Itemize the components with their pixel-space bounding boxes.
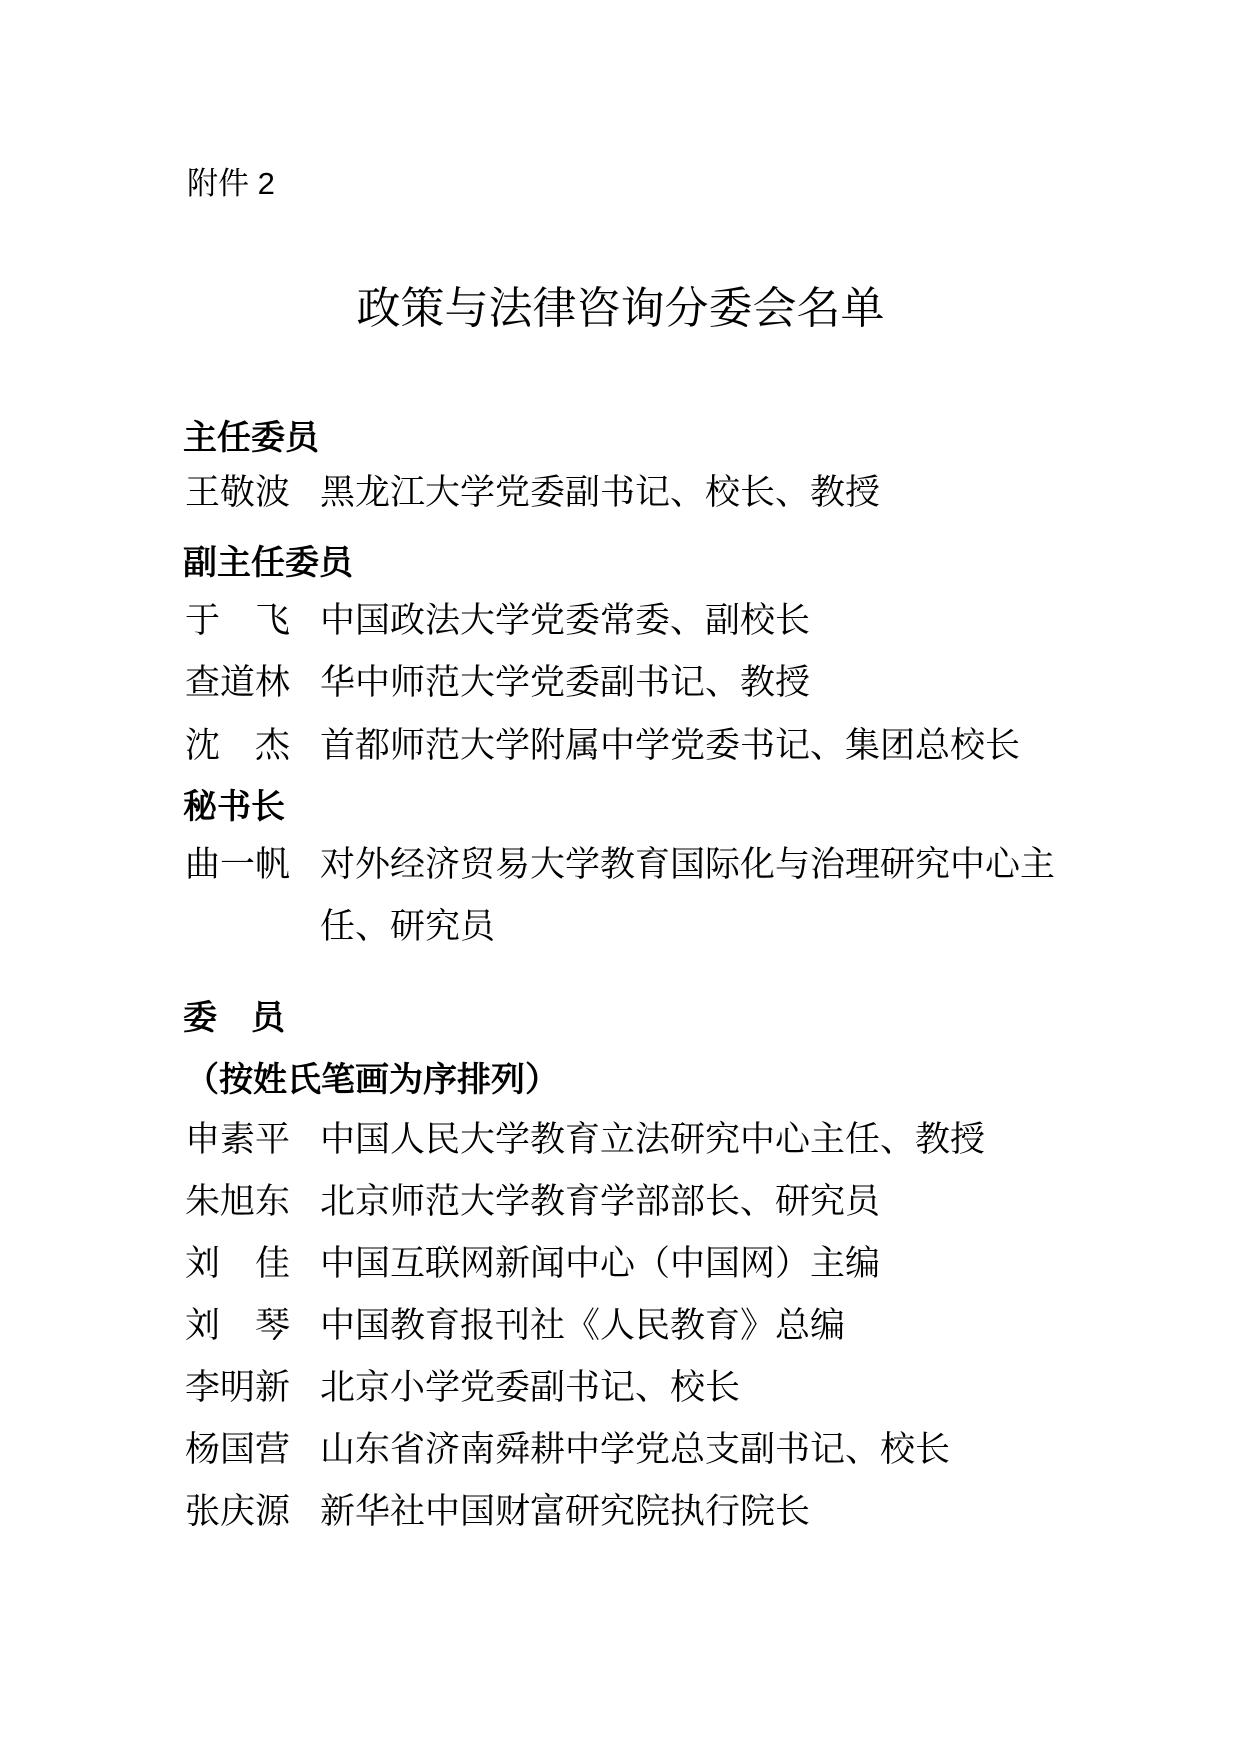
member-row <box>185 1308 845 1343</box>
member-affiliation: 新华社中国财富研究院执行院长 <box>320 1492 811 1531</box>
member-row <box>185 1122 985 1157</box>
member-row <box>185 1246 880 1281</box>
member-row <box>185 1432 950 1467</box>
member-name: 王敬波 <box>185 473 291 512</box>
section-heading-members: 委 员 <box>183 999 285 1037</box>
member-affiliation: 华中师范大学党委副书记、教授 <box>320 663 811 702</box>
member-name: 于 飞 <box>185 601 291 640</box>
section-heading-chair: 主任委员 <box>183 419 319 457</box>
member-row <box>185 834 1070 958</box>
member-affiliation: 对外经济贸易大学教育国际化与治理研究中心主任、研究员 <box>320 845 1056 946</box>
sort-order-note: （按姓氏笔画为序排列） <box>185 1061 559 1099</box>
member-row <box>185 1494 810 1529</box>
member-name: 朱旭东 <box>185 1182 291 1221</box>
member-affiliation: 中国互联网新闻中心（中国网）主编 <box>320 1244 881 1283</box>
member-affiliation: 黑龙江大学党委副书记、校长、教授 <box>320 473 881 512</box>
member-row <box>185 603 810 638</box>
member-name: 申素平 <box>185 1120 291 1159</box>
member-name: 李明新 <box>185 1368 291 1407</box>
member-name: 沈 杰 <box>185 726 291 765</box>
member-row <box>185 1370 740 1405</box>
member-row <box>185 1184 880 1219</box>
member-name: 杨国营 <box>185 1430 291 1469</box>
document-title: 政策与法律咨询分委会名单 <box>356 284 885 333</box>
member-affiliation: 首都师范大学附属中学党委书记、集团总校长 <box>320 726 1021 765</box>
member-name: 刘 佳 <box>185 1244 291 1283</box>
section-heading-secretary-general: 秘书长 <box>183 788 285 826</box>
member-row <box>185 665 810 700</box>
attachment-label: 附件 2 <box>187 166 275 201</box>
member-name: 查道林 <box>185 663 291 702</box>
member-name: 刘 琴 <box>185 1306 291 1345</box>
member-affiliation: 山东省济南舜耕中学党总支副书记、校长 <box>320 1430 951 1469</box>
member-affiliation: 中国政法大学党委常委、副校长 <box>320 601 811 640</box>
member-affiliation: 北京小学党委副书记、校长 <box>320 1368 741 1407</box>
member-row <box>185 728 1020 763</box>
section-heading-vice-chair: 副主任委员 <box>183 544 353 582</box>
member-affiliation: 中国教育报刊社《人民教育》总编 <box>320 1306 846 1345</box>
member-name: 张庆源 <box>185 1492 291 1531</box>
member-affiliation: 中国人民大学教育立法研究中心主任、教授 <box>320 1120 986 1159</box>
member-affiliation: 北京师范大学教育学部部长、研究员 <box>320 1182 881 1221</box>
member-row <box>185 475 880 510</box>
member-name: 曲一帆 <box>185 845 291 884</box>
